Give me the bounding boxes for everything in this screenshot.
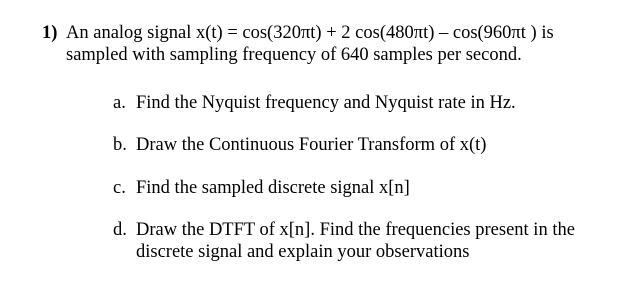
question-text-line-1: An analog signal x(t) = cos(320πt) + 2 cos(480πt) – cos(960πt ) is xyxy=(66,23,554,43)
part-c-text: Find the sampled discrete signal x[n] xyxy=(136,178,410,198)
part-c-letter: c. xyxy=(113,178,126,198)
question-number: 1) xyxy=(42,23,58,43)
part-a xyxy=(113,92,613,114)
part-a-text: Find the Nyquist frequency and Nyquist rate in Hz. xyxy=(136,93,516,113)
question-1 xyxy=(42,22,622,66)
part-d-letter: d. xyxy=(113,220,127,240)
part-d-text-line-1: Draw the DTFT of x[n]. Find the frequencies present in the xyxy=(136,220,575,240)
part-d-text-line-2: discrete signal and explain your observations xyxy=(136,242,470,262)
part-b-letter: b. xyxy=(113,135,127,155)
part-c xyxy=(113,177,613,199)
part-b xyxy=(113,134,613,156)
part-d xyxy=(113,219,613,263)
question-text-line-2: sampled with sampling frequency of 640 samples per second. xyxy=(66,45,522,65)
part-b-text: Draw the Continuous Fourier Transform of x(t) xyxy=(136,135,487,155)
part-a-letter: a. xyxy=(113,93,126,113)
question-line-1 xyxy=(42,22,622,44)
